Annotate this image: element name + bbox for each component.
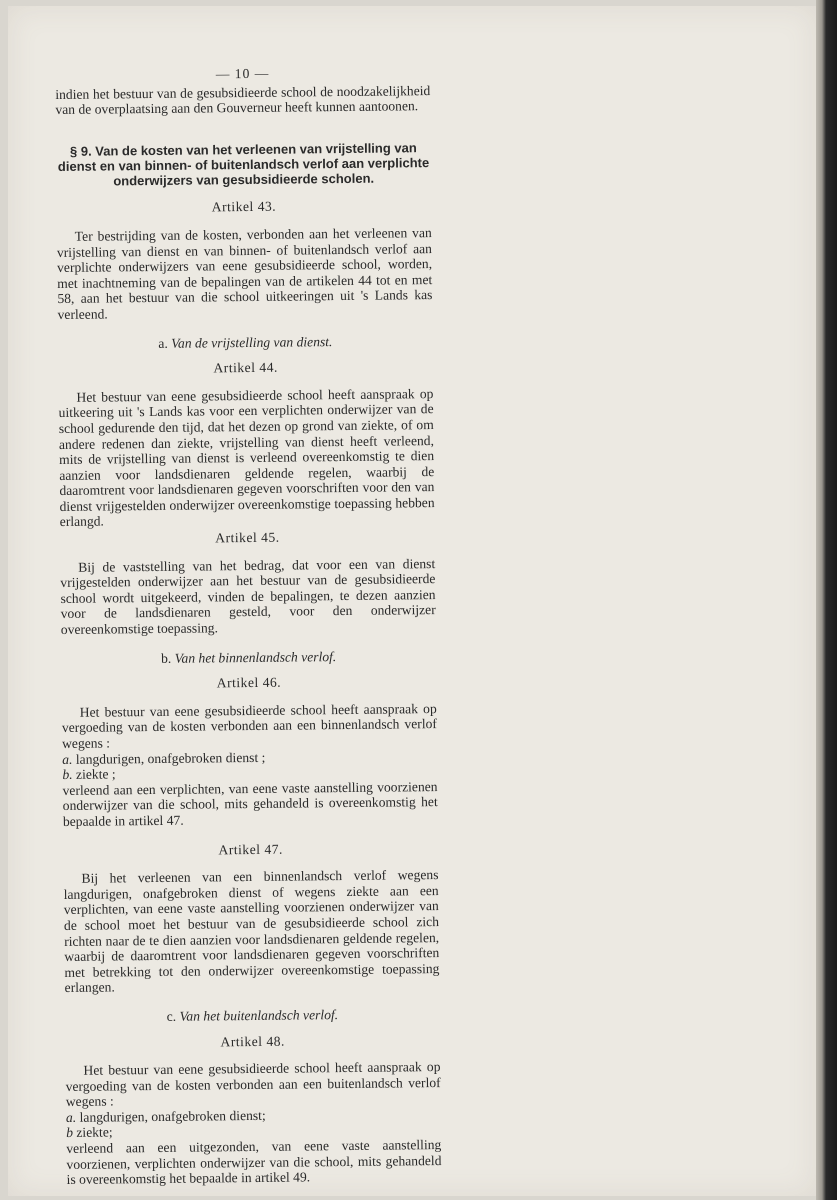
article-48-title: Artikel 48.	[220, 1033, 285, 1049]
page-text	[55, 64, 442, 1188]
article-43-title: Artikel 43.	[211, 199, 277, 215]
subsection-c-heading	[65, 1006, 440, 1026]
article-48-body: Het bestuur van eene gesubsidieerde school heeft aanspraak op vergoeding van de kosten verbonden aan een buitenlandsch verlof wegens :	[65, 1059, 441, 1110]
page-edge-shadow	[816, 0, 837, 1200]
article-43-body: Ter bestrijding van de kosten, verbonden aan het verleenen van vrijstelling van dienst en van binnen- of buitenlandsch verlof aan verplichte onderwijzers van eene gesubsidieerde school, worden, met inachtneming van de bepalingen van de artikelen 44 tot en met 58, aan het bestuur van die school uitkeeringen uit 's Lands kas verleend.	[56, 225, 433, 322]
subsection-a-title: Van de vrijstelling van dienst.	[171, 333, 333, 351]
article-45-title: Artikel 45.	[215, 529, 280, 546]
article-44-title: Artikel 44.	[213, 359, 278, 376]
page-number: — 10 —	[215, 65, 270, 82]
list-item: a. langdurigen, onafgebroken dienst;	[65, 1107, 266, 1125]
subsection-c-title: Van het buitenlandsch verlof.	[179, 1007, 339, 1024]
subsection-a-letter: a.	[158, 335, 168, 351]
article-46-after: verleend aan een verplichten, van eene vaste aanstelling voorzienen onderwijzer van die school, mits gehandeld is overeenkomstig het bepaalde in artikel 47.	[62, 778, 438, 829]
article-46-title: Artikel 46.	[216, 674, 282, 691]
article-47-title: Artikel 47.	[218, 841, 283, 857]
subsection-b-title: Van het binnenlandsch verlof.	[174, 648, 337, 666]
subsection-a-heading	[58, 333, 433, 353]
article-45-body: Bij de vaststelling van het bedrag, dat voor een van dienst vrijgestelden onderwijzer aan het bestuur van de gesubsidieerde school wordt uitgekeerd, vinden de bepalingen, te dezen aanzien voor de landsdienaren gesteld, voor den onderwijzer overeenkomstige toepassing.	[60, 555, 436, 638]
list-item: b ziekte;	[66, 1124, 113, 1141]
article-48-after: verleend aan een uitgezonden, van eene vaste aanstelling voorzienen, verplichten onderwijzer van die school, mits gehandeld is overeenkomstig het bepaalde in artikel 49.	[66, 1137, 442, 1188]
article-47-body: Bij het verleenen van een binnenlandsch verlof wegens langdurigen, onafgebroken dienst of wegens ziekte aan een verplichten, van eene vaste aanstelling voorzienen onderwijzer van de school moet het bestuur van de gesubsidieerde school zich richten naar de te dien aanzien voor landsdienaren geldende regelen, waarbij de daaromtrent voor landsdienaren gegeven voorschriften met betrekking tot den onderwijzer overeenkomstige toepassing erlangen.	[63, 867, 440, 996]
article-46-body: Het bestuur van eene gesubsidieerde school heeft aanspraak op vergoeding van de kosten verbonden aan een binnenlandsch verlof wegens :	[61, 700, 437, 751]
subsection-b-letter: b.	[160, 650, 172, 666]
intro-paragraph: indien het bestuur van de gesubsidieerde school de noodzakelijkheid van de overplaatsing aan den Gouverneur heeft kunnen aantoonen.	[55, 82, 431, 118]
section-heading: § 9. Van de kosten van het verleenen van vrijstelling van dienst en van binnen- of buitenlandsch verlof aan verplichte onderwijzers van gesubsidieerde scholen.	[57, 139, 430, 189]
list-item: b. ziekte ;	[62, 766, 116, 783]
list-item: a. langdurigen, onafgebroken dienst ;	[62, 749, 266, 767]
subsection-b-heading	[61, 648, 436, 668]
article-44-body: Het bestuur van eene gesubsidieerde school heeft aanspraak op uitkeering uit 's Lands kas voor een verplichten onderwijzer van de school gedurende den tijd, dat het dezen op grond van ziekte, of om andere redenen dan ziekte, vrijstelling van dienst heeft verleend, mits de vrijstelling van dienst is verleend overeenkomstig te dien aanzien voor landsdienaren geldende regelen, waarbij de daaromtrent voor landsdienaren gegeven voorschriften voor den van dienst vrijgestelden onderwijzer overeenkomstige toepassing hebben erlangd.	[58, 385, 435, 530]
subsection-c-letter: c.	[166, 1008, 177, 1024]
